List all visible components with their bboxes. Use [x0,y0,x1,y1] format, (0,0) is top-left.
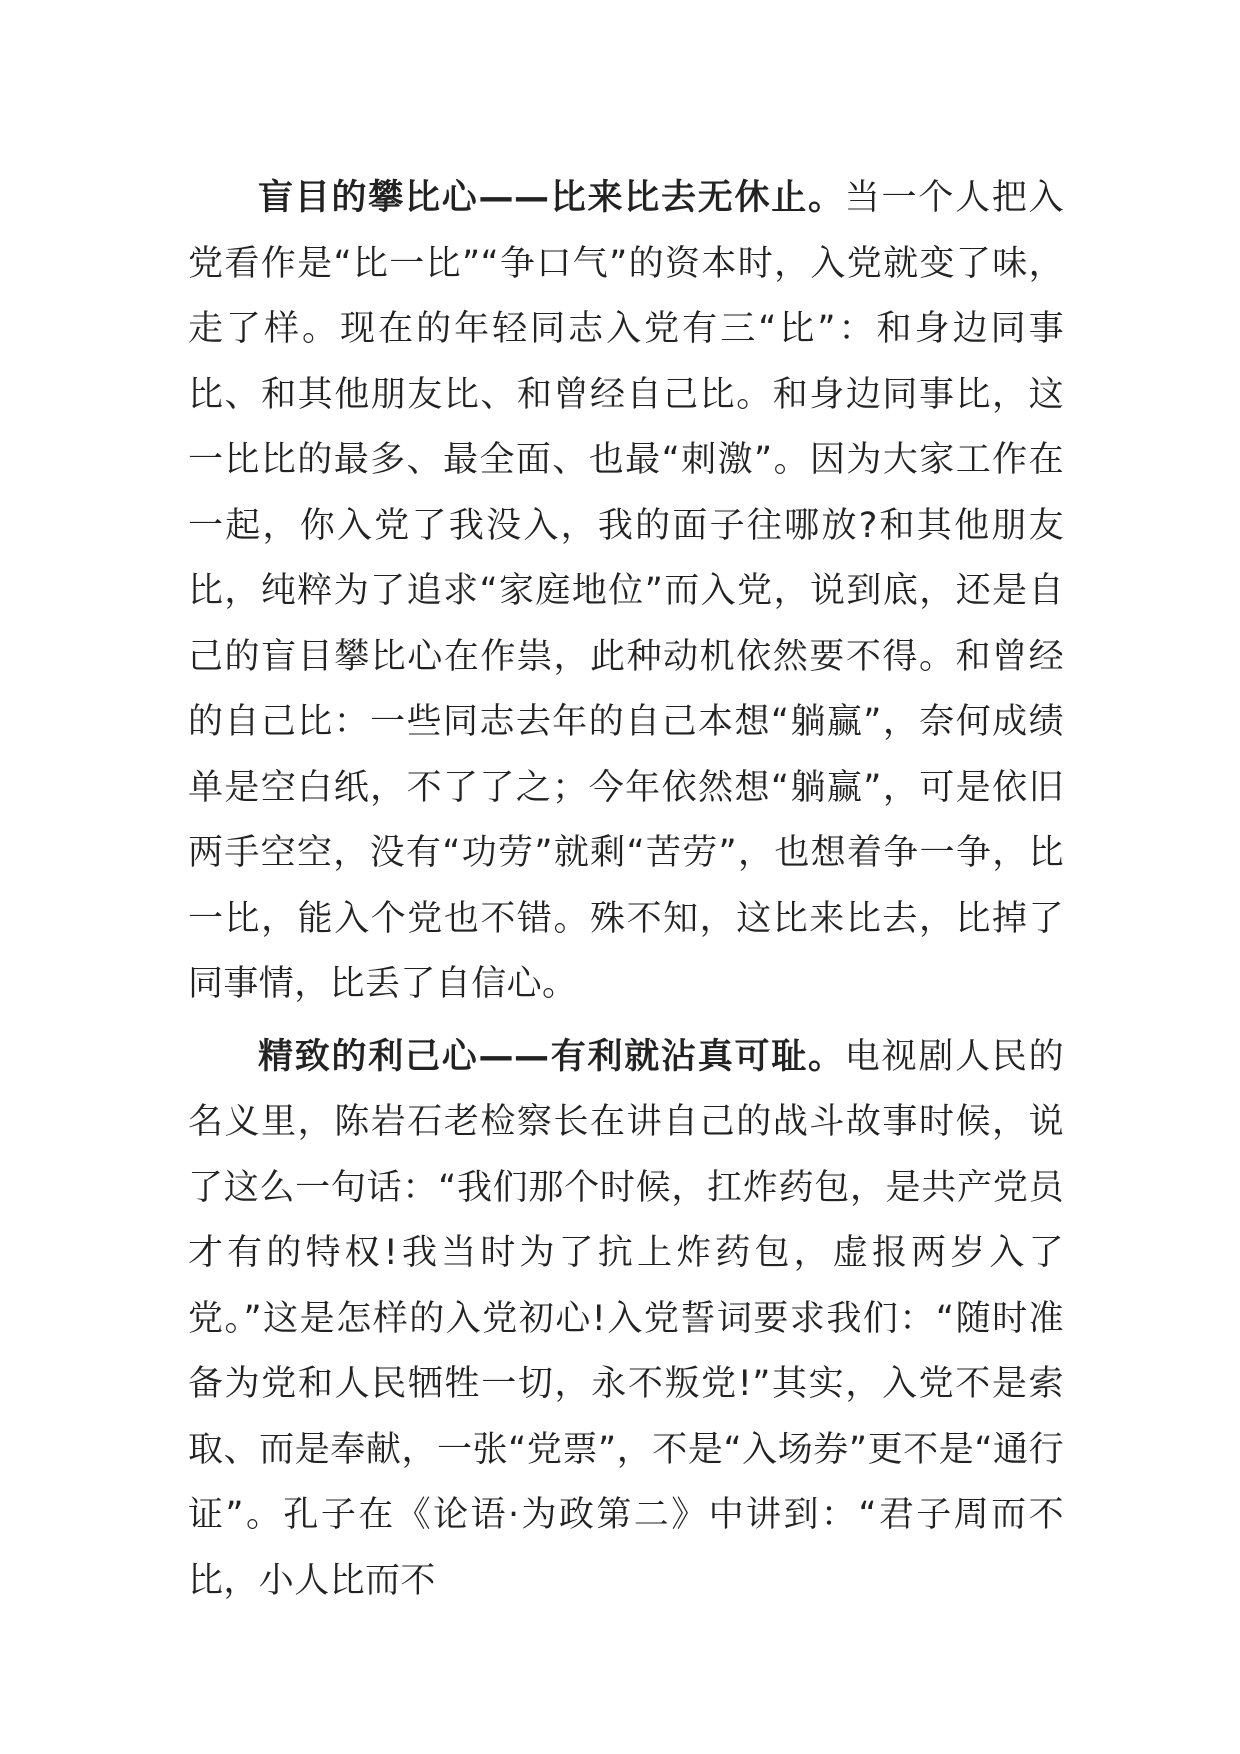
paragraph-2 [188,1025,1064,1615]
paragraph-1 [188,166,1064,1018]
paragraph-1-heading: 盲目的攀比心——比来比去无休止。 [258,178,845,218]
paragraph-1-body: 当一个人把入党看作是“比一比”“争口气”的资本时，入党就变了味，走了样。现在的年轻同志入党有三“比”：和身边同事比、和其他朋友比、和曾经自己比。和身边同事比，这一比比的最多、最全面、也最“刺激”。因为大家工作在一起，你入党了我没入，我的面子往哪放?和其他朋友比，纯粹为了追求“家庭地位”而入党，说到底，还是自己的盲目攀比心在作祟，此种动机依然要不得。和曾经的自己比：一些同志去年的自己本想“躺赢”，奈何成绩单是空白纸，不了了之；今年依然想“躺赢”，可是依旧两手空空，没有“功劳”就剩“苦劳”，也想着争一争，比一比，能入个党也不错。殊不知，这比来比去，比掉了同事情，比丢了自信心。 [188,178,1064,1004]
paragraph-2-body: 电视剧人民的名义里，陈岩石老检察长在讲自己的战斗故事时候，说了这么一句话：“我们那个时候，扛炸药包，是共产党员才有的特权!我当时为了抗上炸药包，虚报两岁入了党。”这是怎样的入党初心!入党誓词要求我们：“随时准备为党和人民牺牲一切，永不叛党!”其实，入党不是索取、而是奉献，一张“党票”，不是“入场券”更不是“通行证”。孔子在《论语·为政第二》中讲到：“君子周而不比，小人比而不 [188,1036,1064,1601]
document-page [188,166,1064,1621]
paragraph-2-heading: 精致的利己心——有利就沾真可耻。 [258,1036,845,1077]
